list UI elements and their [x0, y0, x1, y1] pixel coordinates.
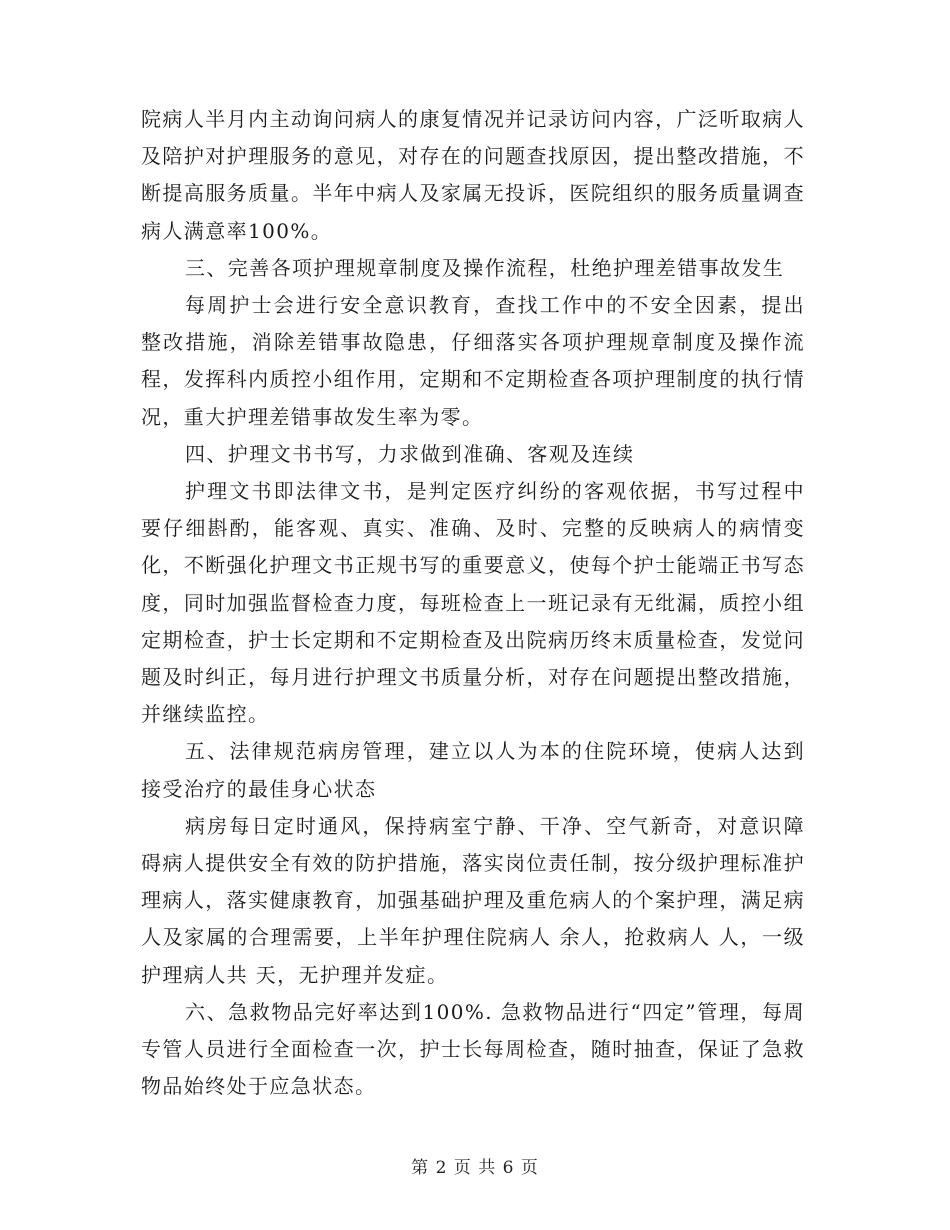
section-heading-5: 五、法律规范病房管理，建立以人为本的住院环境，使病人达到接受治疗的最佳身心状态 [141, 739, 805, 801]
section-heading-3: 三、完善各项护理规章制度及操作流程，杜绝护理差错事故发生 [185, 255, 785, 280]
section-heading-4: 四、护理文书书写，力求做到准确、客观及连续 [185, 441, 635, 466]
document-body [141, 101, 805, 1105]
page-number-footer: 第 2 页 共 6 页 [411, 1158, 539, 1178]
paragraph-continuation: 院病人半月内主动询问病人的康复情况并记录访问内容，广泛听取病人及陪护对护理服务的意见，对存在的问题查找原因，提出整改措施，不断提高服务质量。半年中病人及家属无投诉，医院组织的服务质量调查病人满意率100%。 [141, 107, 805, 243]
paragraph: 病房每日定时通风，保持病室宁静、干净、空气新奇，对意识障碍病人提供安全有效的防护措施，落实岗位责任制，按分级护理标准护理病人，落实健康教育，加强基础护理及重危病人的个案护理，满足病人及家属的合理需要，上半年护理住院病人 余人，抢救病人 人，一级护理病人共 天，无护理并发症。 [141, 813, 805, 987]
paragraph: 护理文书即法律文书，是判定医疗纠纷的客观依据，书写过程中要仔细斟酌，能客观、真实、准确、及时、完整的反映病人的病情变化，不断强化护理文书正规书写的重要意义，使每个护士能端正书写态度，同时加强监督检查力度，每班检查上一班记录有无纰漏，质控小组定期检查，护士长定期和不定期检查及出院病历终末质量检查，发觉问题及时纠正，每月进行护理文书质量分析，对存在问题提出整改措施，并继续监控。 [141, 479, 805, 727]
section-heading-6: 六、急救物品完好率达到100%. 急救物品进行“四定”管理，每周专管人员进行全面检查一次，护士长每周检查，随时抽查，保证了急救物品始终处于应急状态。 [141, 999, 805, 1099]
paragraph: 每周护士会进行安全意识教育，查找工作中的不安全因素，提出整改措施，消除差错事故隐患，仔细落实各项护理规章制度及操作流程，发挥科内质控小组作用，定期和不定期检查各项护理制度的执行情况，重大护理差错事故发生率为零。 [141, 293, 805, 429]
